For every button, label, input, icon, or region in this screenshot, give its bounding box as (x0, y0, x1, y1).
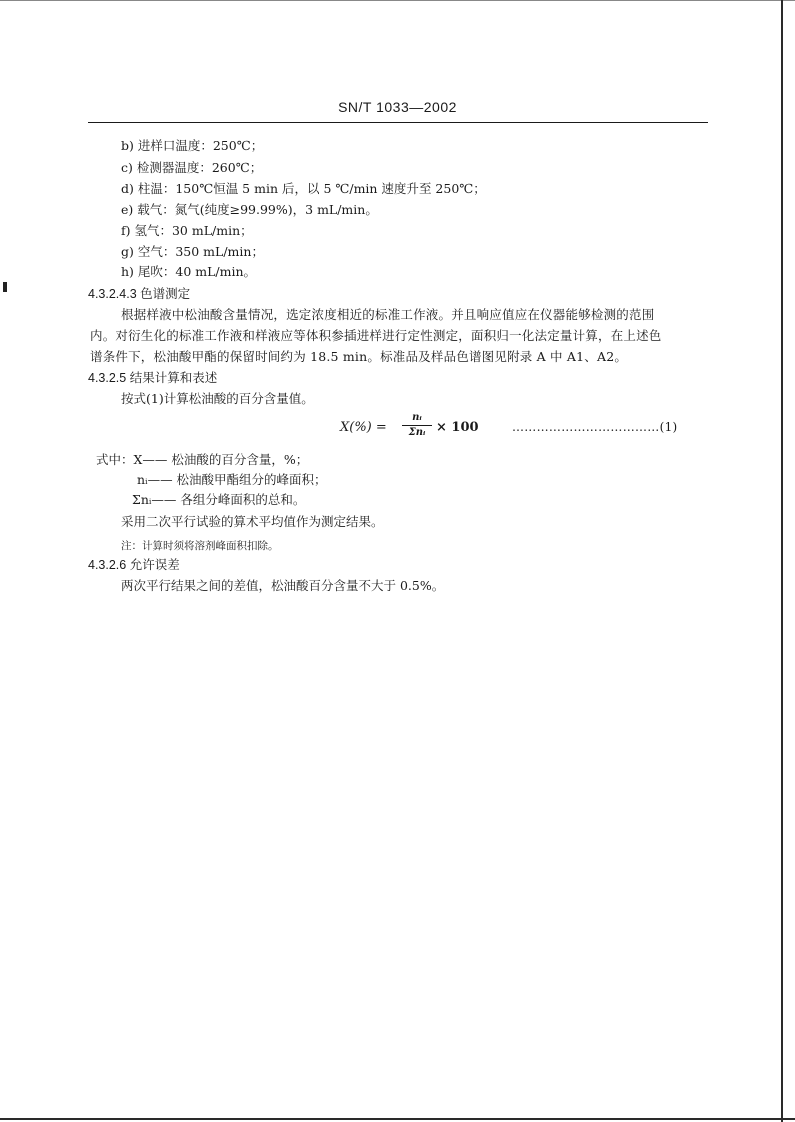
tolerance-text: 两次平行结果之间的差值，松油酸百分含量不大于 0.5%。 (121, 578, 445, 593)
running-header: SN/T 1033—2002 (338, 99, 457, 115)
condition-item: f) 氢气：30 mL/min； (121, 223, 253, 238)
definition-line: 式中：X—— 松油酸的百分含量，%； (96, 452, 309, 467)
formula-fraction (402, 412, 432, 439)
note: 注：计算时须将溶剂峰面积扣除。 (121, 540, 279, 552)
definition-line: nᵢ—— 松油酸甲酯组分的峰面积； (137, 472, 327, 487)
header-rule (88, 122, 708, 123)
paragraph-line: 内。对衍生化的标准工作液和样液应等体积参插进样进行定性测定，面积归一化法定量计算，在上述色 (90, 328, 662, 343)
page-border-top (0, 0, 795, 1)
section-heading: 4.3.2.6 允许误差 (88, 558, 180, 572)
condition-item: g) 空气：350 mL/min； (121, 244, 264, 259)
section-heading: 4.3.2.4.3 色谱测定 (88, 287, 191, 301)
formula-denominator: Σnᵢ (408, 427, 426, 438)
fraction-bar (402, 425, 432, 426)
page-border-right (781, 0, 783, 1122)
page-border-bottom (0, 1118, 795, 1120)
section-heading: 4.3.2.5 结果计算和表述 (88, 371, 218, 385)
result-line: 采用二次平行试验的算术平均值作为测定结果。 (121, 514, 384, 529)
formula-lhs: X(%) = (340, 420, 387, 435)
definition-line: Σnᵢ—— 各组分峰面积的总和。 (132, 492, 306, 507)
formula-intro: 按式(1)计算松油酸的百分含量值。 (121, 391, 314, 406)
condition-item: h) 尾吹：40 mL/min。 (121, 264, 257, 279)
paragraph-line: 根据样液中松油酸含量情况，选定浓度相近的标准工作液。并且响应值应在仪器能够检测的范围 (121, 307, 655, 322)
condition-item: e) 载气：氮气(纯度≥99.99%)，3 mL/min。 (121, 202, 378, 217)
formula-rhs: × 100 (436, 420, 479, 435)
condition-item: d) 柱温：150℃恒温 5 min 后，以 5 ℃/min 速度升至 250℃； (121, 181, 486, 196)
scan-edge-mark (3, 282, 7, 292)
paragraph-line: 谱条件下，松油酸甲酯的保留时间约为 18.5 min。标准品及样品色谱图见附录 A 中 A1、A2。 (90, 349, 628, 364)
formula-numerator: nᵢ (412, 412, 422, 423)
equation-number: ………………………………(1) (512, 420, 678, 434)
condition-item: c) 检测器温度：260℃； (121, 160, 263, 175)
condition-item: b) 进样口温度：250℃； (121, 138, 264, 153)
